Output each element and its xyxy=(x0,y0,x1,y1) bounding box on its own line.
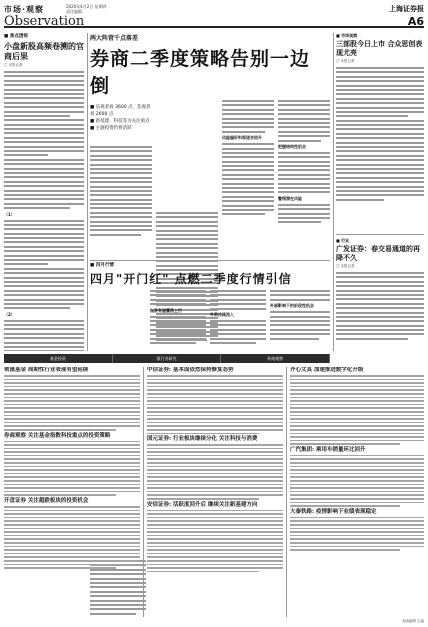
masthead: 上海证券报 xyxy=(389,4,424,13)
brief-headline: 领涨基金 周期性行业表现有望延续 xyxy=(4,367,89,373)
article-byline: □ 本报记者 xyxy=(4,63,23,67)
article-tag: ■ 四月行情 xyxy=(90,263,114,268)
lead-col-1 xyxy=(90,146,152,258)
mid-col-2 xyxy=(150,290,206,352)
lower-col-3 xyxy=(290,367,424,617)
column-rule xyxy=(143,367,144,617)
body-text xyxy=(4,220,84,310)
bullet-item: ■ 主题投资仍将活跃 xyxy=(90,126,132,131)
page-footer: 本版编辑 主编 xyxy=(401,619,424,623)
lead-bullets xyxy=(90,104,152,144)
section-bar-label: 银行业研究 xyxy=(113,354,222,363)
brief-headline: 安信证券: 活跃度回升后 继续关注新基建方向 xyxy=(147,501,258,508)
mid-header xyxy=(90,262,330,288)
subheading: 警惕潜在风险 xyxy=(278,195,302,201)
body-text xyxy=(4,320,84,351)
body-text xyxy=(4,71,84,209)
article-headline: 三部股今日上市 合众思创表现尤亮 xyxy=(336,39,423,57)
column-rule xyxy=(333,33,334,351)
brief-headline: 中信证券: 基本面依然保持修复态势 xyxy=(147,367,234,373)
subheading: 把握结构性机会 xyxy=(278,143,306,149)
brief-headline: 齐心文具 加速推进数字化升级 xyxy=(290,367,364,373)
left-article xyxy=(4,33,84,351)
section-bar-label: 基金投资 xyxy=(4,354,113,363)
page-number: A6 xyxy=(407,15,424,28)
subheading: 指数有望震荡上行 xyxy=(150,307,182,313)
brief-headline: 国元证券: 行业板块继续分化 关注科技与消费 xyxy=(147,436,258,443)
section-bar-label: 券商观察 xyxy=(221,354,330,363)
section-title-cn: 市场·观察 xyxy=(4,5,45,14)
mid-col-3 xyxy=(210,290,266,352)
lead-headline: 券商二季度策略告别一边倒 xyxy=(90,48,311,97)
bullet-item: ■ 乐观者看 3600 点，悲观者看 2600 点 xyxy=(90,105,151,117)
subheading: （2） xyxy=(4,311,15,317)
page-header-bar xyxy=(4,16,424,28)
section-divider xyxy=(90,260,330,261)
lead-col-4 xyxy=(278,100,330,258)
subheading: 外部影响下的阶段性机会 xyxy=(270,303,314,309)
lead-header xyxy=(90,33,328,97)
date-line xyxy=(66,4,186,14)
section-title-en: Observation xyxy=(4,14,85,29)
editor-line: 责任编辑 xyxy=(66,9,82,14)
subheading: （1） xyxy=(4,211,15,217)
section-bar xyxy=(4,354,330,363)
article-headline: 广发证券：春交易通道的再降不久 xyxy=(336,244,420,262)
lead-kicker: 两大阵营千点落差 xyxy=(90,35,139,42)
section-divider xyxy=(336,234,424,235)
lower-col-2 xyxy=(147,367,283,617)
mid-headline: 四月"开门红" 点燃二季度行情引信 xyxy=(90,272,292,286)
brief-headline: 广汽集团: 乘用车销量环比回升 xyxy=(290,446,366,453)
article-byline: □ 本报记者 xyxy=(336,264,355,268)
column-rule xyxy=(286,367,287,617)
issue-date: 2020年4月2日 星期四 xyxy=(66,4,107,9)
column-rule xyxy=(87,33,88,351)
right-article-2 xyxy=(336,238,424,352)
article-byline: □ 本报记者 xyxy=(336,59,355,63)
article-tag: ■ 行业 xyxy=(336,238,350,243)
lower-col-1 xyxy=(4,367,140,617)
right-article-1 xyxy=(336,33,424,233)
subheading: 外资持续流入 xyxy=(210,311,234,317)
subheading: 风险偏好料将逐步回升 xyxy=(222,135,262,141)
article-headline: 小盘新股高频卷溯的官商后果 xyxy=(4,41,84,61)
article-tag: ■ 市场观察 xyxy=(336,33,358,38)
bullet-item: ■ 新基建、科技等为关注重点 xyxy=(90,119,150,124)
brief-headline: 大秦铁路: 疫情影响下业绩表现稳定 xyxy=(290,508,377,515)
brief-headline: 券商观察 关注基金指数科技重点的投资策略 xyxy=(4,432,111,439)
mid-col-4 xyxy=(270,290,330,352)
lead-col-3 xyxy=(222,100,274,258)
brief-headline: 开盘证券 关注超跌板块的投资机会 xyxy=(4,498,89,504)
article-tag: ■ 焦点透视 xyxy=(4,34,28,39)
